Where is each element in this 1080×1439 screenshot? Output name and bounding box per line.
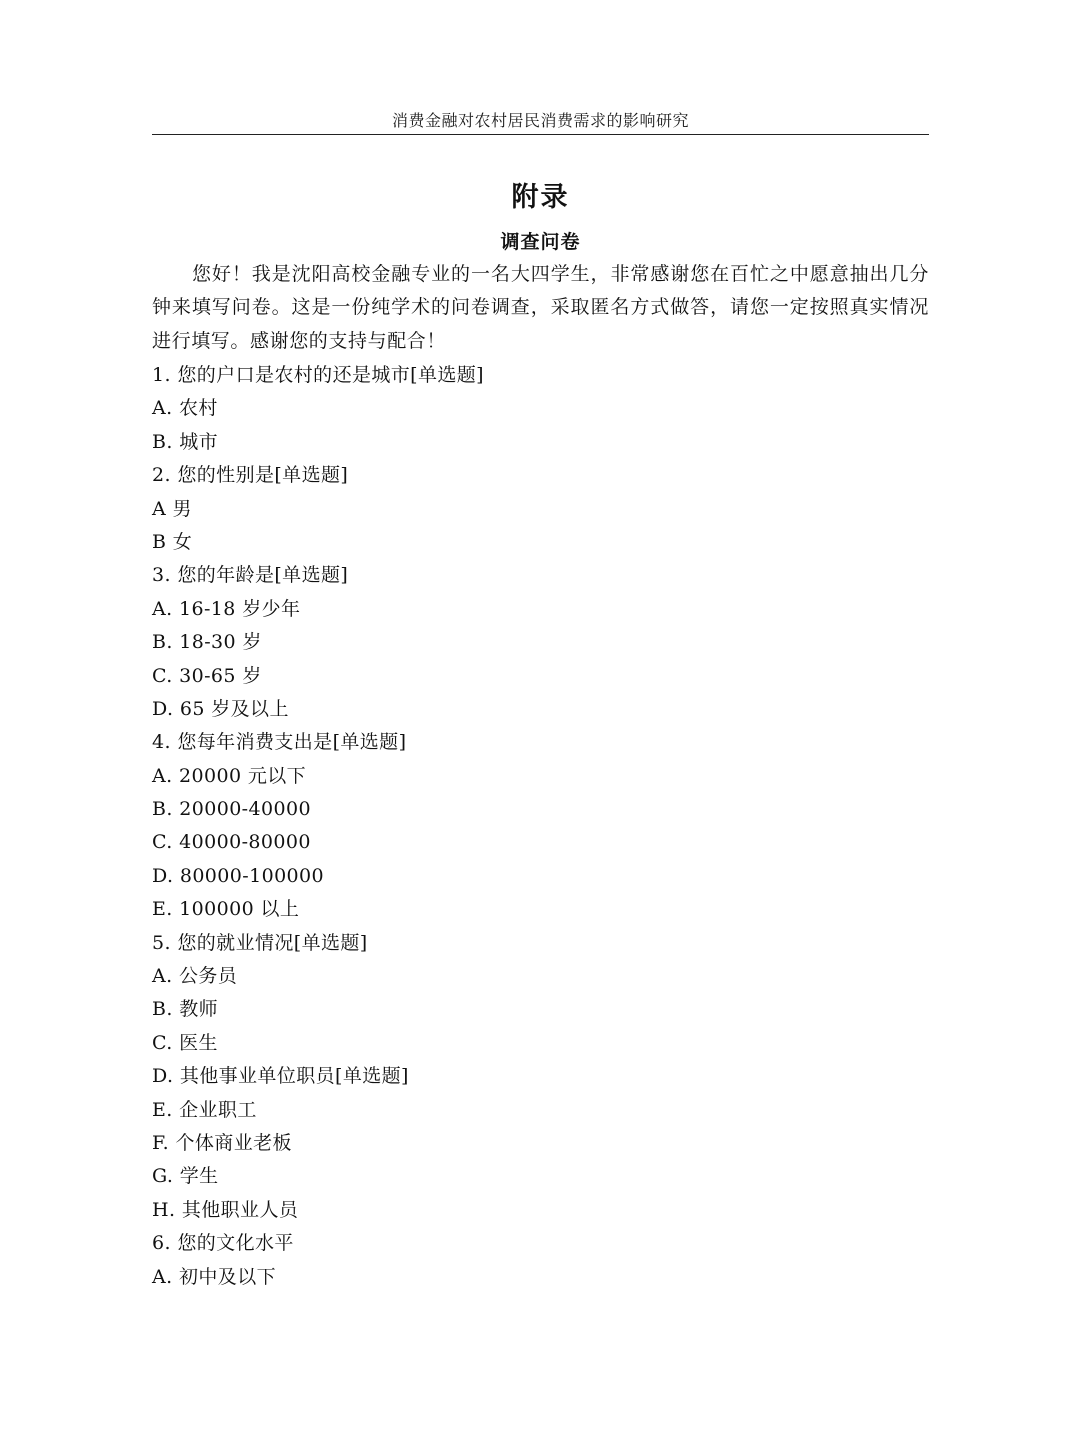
question-5-option-a: A. 公务员 bbox=[152, 965, 238, 988]
question-6-option-a: A. 初中及以下 bbox=[152, 1265, 277, 1288]
question-5-option-h: H. 其他职业人员 bbox=[152, 1198, 299, 1221]
question-5-option-b: B. 教师 bbox=[152, 998, 219, 1021]
question-4-option-e: E. 100000 以上 bbox=[152, 898, 300, 921]
question-1-option-b: B. 城市 bbox=[152, 430, 219, 453]
question-5-option-g: G. 学生 bbox=[152, 1165, 219, 1188]
question-5: 5. 您的就业情况[单选题] bbox=[152, 931, 368, 954]
question-4-option-a: A. 20000 元以下 bbox=[152, 764, 307, 787]
question-1-option-a: A. 农村 bbox=[152, 397, 218, 420]
question-4-option-b: B. 20000-40000 bbox=[152, 798, 311, 821]
question-5-option-c: C. 医生 bbox=[152, 1031, 218, 1054]
question-6: 6. 您的文化水平 bbox=[152, 1232, 294, 1255]
question-4: 4. 您每年消费支出是[单选题] bbox=[152, 731, 407, 754]
question-3-option-c: C. 30-65 岁 bbox=[152, 664, 262, 687]
question-3-option-a: A. 16-18 岁少年 bbox=[152, 597, 301, 620]
question-2: 2. 您的性别是[单选题] bbox=[152, 464, 349, 487]
question-5-option-d: D. 其他事业单位职员[单选题] bbox=[152, 1065, 409, 1088]
running-header: 消费金融对农村居民消费需求的影响研究 bbox=[391, 111, 689, 130]
question-4-option-d: D. 80000-100000 bbox=[152, 864, 325, 887]
question-4-option-c: C. 40000-80000 bbox=[152, 831, 311, 854]
questionnaire-list bbox=[152, 359, 929, 1294]
question-2-option-b: B 女 bbox=[152, 530, 193, 553]
header-divider bbox=[152, 134, 929, 135]
appendix-title: 附录 bbox=[511, 182, 570, 213]
intro-paragraph: 您好！我是沈阳高校金融专业的一名大四学生，非常感谢您在百忙之中愿意抽出几分钟来填写问卷。这是一份纯学术的问卷调查，采取匿名方式做答，请您一定按照真实情况进行填写。感谢您的支持与配合！ bbox=[152, 263, 929, 352]
question-2-option-a: A 男 bbox=[152, 497, 192, 520]
question-3-option-d: D. 65 岁及以上 bbox=[152, 697, 289, 720]
question-1: 1. 您的户口是农村的还是城市[单选题] bbox=[152, 364, 484, 386]
question-3-option-b: B. 18-30 岁 bbox=[152, 631, 262, 654]
question-5-option-f: F. 个体商业老板 bbox=[152, 1131, 292, 1154]
survey-title: 调查问卷 bbox=[500, 231, 581, 253]
question-5-option-e: E. 企业职工 bbox=[152, 1098, 257, 1121]
question-3: 3. 您的年龄是[单选题] bbox=[152, 564, 349, 587]
